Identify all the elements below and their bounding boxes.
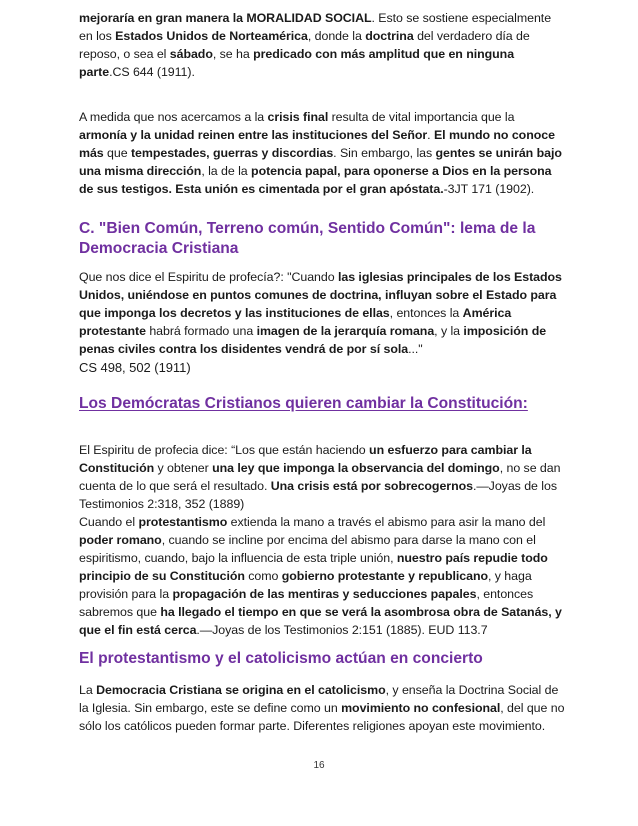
text-run: , y enseña la Doctrina Social de la Iglesia. Sin embargo, este se define como un: [79, 683, 559, 715]
bold-text-run: las iglesias principales de los Estados Unidos, uniéndose en puntos comunes de doctrina, influyan sobre el Estado para que imponga los decretos y las instituciones de ellas: [79, 270, 562, 320]
text-run: , y la: [434, 324, 464, 338]
paragraph-espiritu-profecia: [79, 268, 565, 377]
section-heading-bien-comun: C. "Bien Común, Terreno común, Sentido Común": lema de la Democracia Cristiana: [79, 220, 536, 257]
paragraph-crisis-final: [79, 108, 565, 198]
bold-text-run: un esfuerzo para cambiar la Constitución: [79, 443, 532, 475]
text-run: .: [427, 128, 434, 142]
section-heading-constitucion: Los Demócratas Cristianos quieren cambiar la Constitución:: [79, 395, 528, 412]
bold-text-run: tempestades, guerras y discordias: [130, 146, 334, 160]
bold-text-run: imagen de la jerarquía romana: [256, 324, 435, 338]
bold-text-run: mejoraría en gran manera la MORALIDAD SOCIAL: [79, 11, 372, 25]
text-run: Cuando el: [79, 515, 139, 529]
text-run: . Esto se sostiene especialmente en los: [79, 11, 552, 43]
bold-text-run: imposición de penas civiles contra los disidentes vendrá de por sí sola: [79, 324, 547, 356]
text-run: como: [244, 569, 282, 583]
paragraph-text: [79, 268, 565, 358]
text-run: -3JT 171 (1902).: [443, 182, 535, 196]
bold-text-run: movimiento no confesional: [341, 701, 501, 715]
citation: CS 498, 502 (1911): [79, 360, 191, 375]
paragraph-text: [79, 441, 565, 513]
text-run: , se ha: [212, 47, 254, 61]
bold-text-run: nuestro país repudie todo principio de su Constitución: [79, 551, 548, 583]
bold-text-run: gobierno protestante y republicano: [281, 569, 488, 583]
text-run: , entonces la: [389, 306, 463, 320]
page-number: 16: [313, 760, 325, 771]
text-run: . Sin embargo, las: [333, 146, 436, 160]
text-run: , no se dan cuenta de lo que será el resultado.: [79, 461, 561, 493]
section-heading-concierto: El protestantismo y el catolicismo actúan en concierto: [79, 650, 483, 667]
text-run: , cuando se incline por encima del abismo para darse la mano con el espiritismo, cuando, bajo la influencia de esta triple unión,: [79, 533, 536, 565]
paragraph-text: [79, 9, 565, 81]
text-run: habrá formado una: [145, 324, 257, 338]
bold-text-run: una ley que imponga la observancia del domingo: [212, 461, 500, 475]
text-run: , entonces sabremos que: [79, 587, 534, 619]
paragraph-text: [79, 513, 565, 639]
bold-text-run: Democracia Cristiana se origina en el catolicismo: [96, 683, 386, 697]
bold-text-run: El mundo no conoce más: [79, 128, 555, 160]
bold-text-run: predicado con más amplitud que en ninguna parte: [79, 47, 515, 79]
bold-text-run: Estados Unidos de Norteamérica: [115, 29, 308, 43]
text-run: ...": [408, 342, 423, 356]
paragraph-text: [79, 108, 565, 198]
bold-text-run: ha llegado el tiempo en que se verá la asombrosa obra de Satanás, y que el fin está cerca: [79, 605, 562, 637]
bold-text-run: América protestante: [79, 306, 512, 338]
text-run: A medida que nos acercamos a la: [79, 110, 268, 124]
paragraph-protestantismo: [79, 513, 565, 639]
paragraph-cambiar-constitucion: [79, 441, 565, 513]
text-run: , del que no sólo los católicos pueden formar parte. Diferentes religiones apoyan este movimiento.: [79, 701, 565, 733]
text-run: La: [79, 683, 97, 697]
text-run: y obtener: [154, 461, 213, 475]
text-run: .CS 644 (1911).: [109, 65, 195, 79]
bold-text-run: propagación de las mentiras y seducciones papales: [172, 587, 477, 601]
bold-text-run: doctrina: [365, 29, 414, 43]
text-run: que: [103, 146, 131, 160]
text-run: , y haga provisión para la: [79, 569, 532, 601]
paragraph-moralidad: [79, 9, 565, 81]
text-run: Que nos dice el Espiritu de profecía?: "Cuando: [79, 270, 338, 284]
bold-text-run: sábado: [169, 47, 213, 61]
text-run: El Espiritu de profecia dice: “Los que están haciendo: [79, 443, 370, 457]
paragraph-democracia-cristiana: [79, 681, 565, 735]
text-run: .—Joyas de los Testimonios 2:318, 352 (1889): [79, 479, 557, 511]
bold-text-run: Una crisis está por sobrecogernos: [270, 479, 473, 493]
text-run: resulta de vital importancia que la: [328, 110, 515, 124]
text-run: , la de la: [201, 164, 252, 178]
text-run: extienda la mano a través el abismo para asir la mano del: [227, 515, 546, 529]
bold-text-run: gentes se unirán bajo una misma dirección: [79, 146, 562, 178]
text-run: , donde la: [307, 29, 366, 43]
paragraph-text: [79, 681, 565, 735]
bold-text-run: protestantismo: [138, 515, 228, 529]
bold-text-run: armonía y la unidad reinen entre las instituciones del Señor: [79, 128, 428, 142]
bold-text-run: crisis final: [267, 110, 329, 124]
text-run: del verdadero día de reposo, o sea el: [79, 29, 530, 61]
bold-text-run: potencia papal, para oponerse a Dios en la persona de sus testigos. Esta unión es cimentada por el gran apóstata.: [79, 164, 552, 196]
text-run: .—Joyas de los Testimonios 2:151 (1885). EUD 113.7: [196, 623, 488, 637]
bold-text-run: poder romano: [79, 533, 162, 547]
